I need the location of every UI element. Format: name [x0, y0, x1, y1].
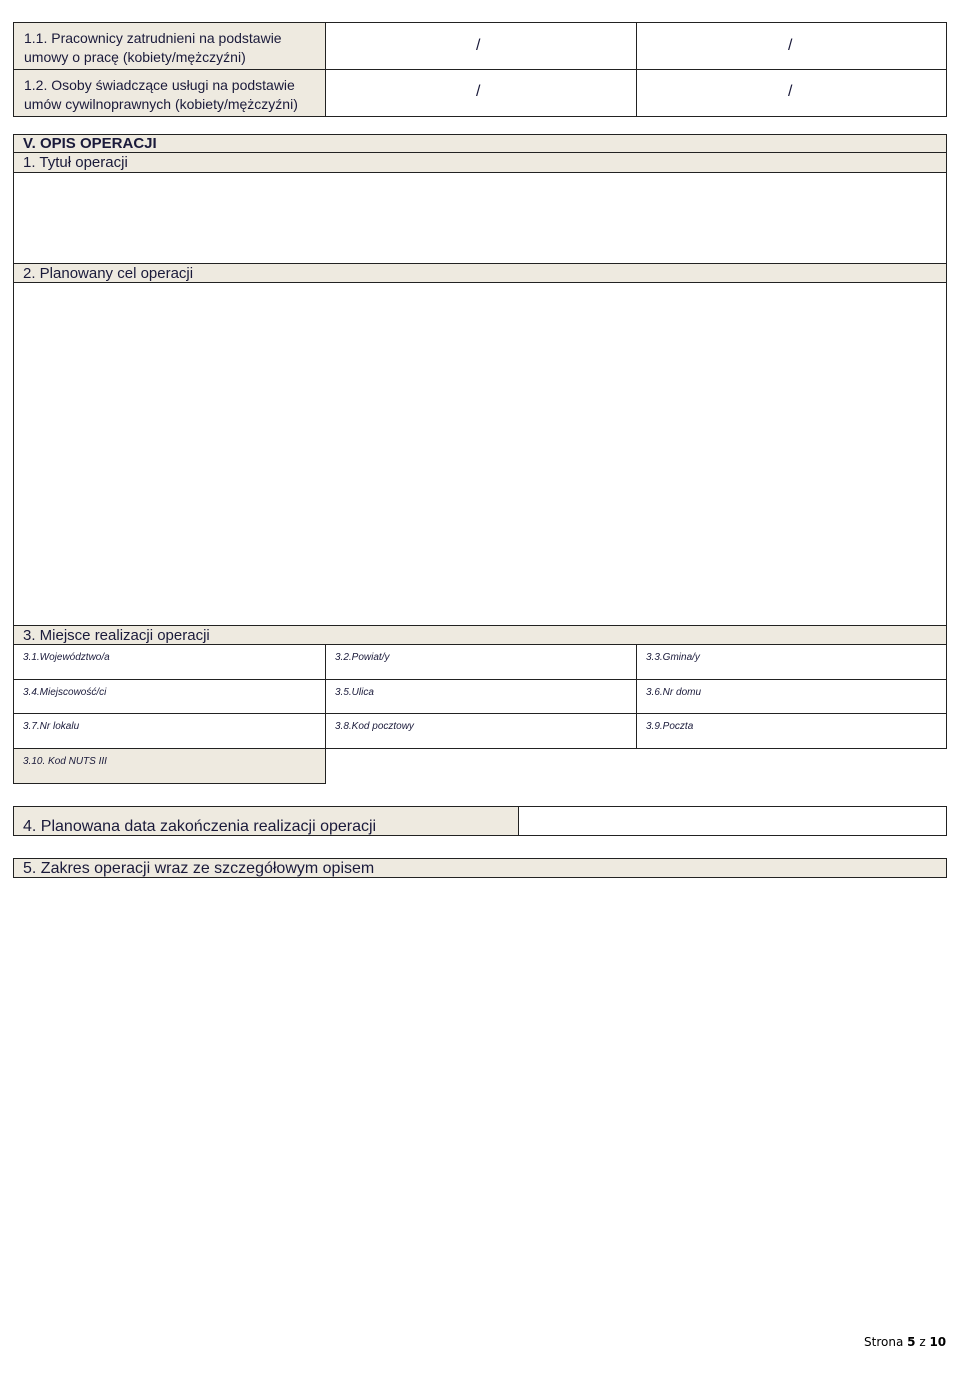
- footer-total-pages: 10: [929, 1335, 947, 1349]
- separator-slash: /: [476, 83, 481, 100]
- title-header: [13, 152, 947, 173]
- end-date-label-cell: [13, 806, 519, 836]
- location-field-locality[interactable]: [13, 679, 326, 714]
- location-field-postal-code[interactable]: [325, 713, 637, 749]
- location-field-commune[interactable]: [636, 644, 947, 680]
- location-field-label: 3.7.Nr lokalu: [23, 721, 80, 732]
- employment-men-1-1[interactable]: [636, 22, 947, 70]
- location-field-label: 3.8.Kod pocztowy: [335, 721, 414, 732]
- employment-women-1-1[interactable]: [325, 22, 637, 70]
- location-field-post-office[interactable]: [636, 713, 947, 749]
- section-v-title: V. OPIS OPERACJI: [23, 135, 157, 152]
- goal-label: 2. Planowany cel operacji: [23, 265, 194, 282]
- separator-slash: /: [788, 37, 793, 54]
- footer-page-number: 5: [907, 1335, 916, 1349]
- location-field-label: 3.4.Miejscowość/ci: [23, 687, 107, 698]
- employment-label-1-2-text: 1.2. Osoby świadczące usługi na podstawie umów cywilnoprawnych (kobiety/mężczyźni): [24, 77, 298, 112]
- location-field-nuts[interactable]: [13, 748, 326, 784]
- end-date-field[interactable]: [518, 806, 947, 836]
- goal-header: [13, 263, 947, 283]
- location-field-county[interactable]: [325, 644, 637, 680]
- location-label: 3. Miejsce realizacji operacji: [23, 627, 210, 644]
- location-field-street[interactable]: [325, 679, 637, 714]
- employment-label-1-1: [13, 22, 326, 70]
- location-field-label: 3.2.Powiat/y: [335, 652, 390, 663]
- employment-label-1-1-text: 1.1. Pracownicy zatrudnieni na podstawie umowy o pracę (kobiety/mężczyźni): [24, 30, 282, 65]
- goal-field[interactable]: [13, 282, 947, 626]
- employment-men-1-2[interactable]: [636, 69, 947, 117]
- footer-prefix: Strona: [864, 1335, 904, 1349]
- separator-slash: /: [476, 37, 481, 54]
- location-field-house-number[interactable]: [636, 679, 947, 714]
- separator-slash: /: [788, 83, 793, 100]
- title-label: 1. Tytuł operacji: [23, 154, 128, 171]
- employment-women-1-2[interactable]: [325, 69, 637, 117]
- location-field-apartment-number[interactable]: [13, 713, 326, 749]
- location-field-voivodeship[interactable]: [13, 644, 326, 680]
- location-header: [13, 625, 947, 645]
- location-field-label: 3.9.Poczta: [646, 721, 694, 732]
- location-field-label: 3.5.Ulica: [335, 687, 374, 698]
- employment-label-1-2: [13, 69, 326, 117]
- location-field-label: 3.10. Kod NUTS III: [23, 756, 107, 767]
- scope-header: [13, 858, 947, 878]
- end-date-label: 4. Planowana data zakończenia realizacji operacji: [23, 818, 377, 835]
- location-field-label: 3.3.Gmina/y: [646, 652, 700, 663]
- title-field[interactable]: [13, 172, 947, 264]
- scope-label: 5. Zakres operacji wraz ze szczegółowym opisem: [23, 860, 375, 877]
- section-v-header: [13, 134, 947, 153]
- location-field-label: 3.6.Nr domu: [646, 687, 702, 698]
- page-footer: [864, 1335, 946, 1349]
- footer-of: z: [919, 1335, 926, 1349]
- location-field-label: 3.1.Województwo/a: [23, 652, 110, 663]
